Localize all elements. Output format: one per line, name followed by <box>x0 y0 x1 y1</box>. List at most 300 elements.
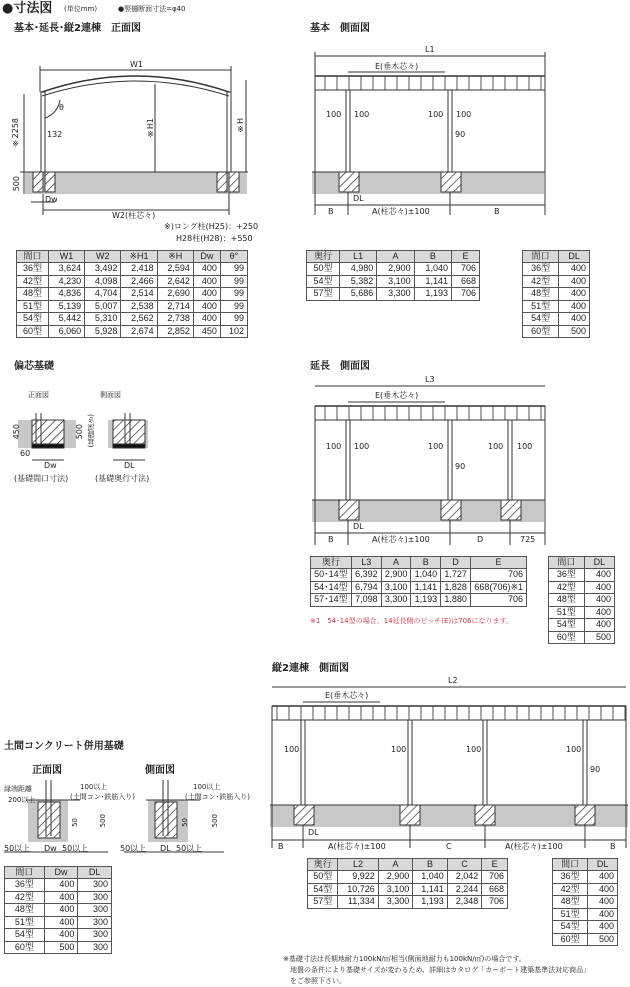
label-w2: W2(柱芯々) <box>112 211 156 220</box>
table-cell: 1,193 <box>411 594 441 607</box>
table-cell: 1,141 <box>414 275 451 288</box>
label-c: C <box>446 842 452 851</box>
table-row <box>553 883 618 896</box>
table-cell: 36型 <box>5 879 45 892</box>
table-cell: 3,100 <box>381 581 411 594</box>
table-cell: 99 <box>220 313 247 326</box>
table-cell: 2,244 <box>447 883 482 896</box>
table-row <box>553 921 618 934</box>
column-header: 奥行 <box>307 251 340 263</box>
table-cell: 10,726 <box>338 883 378 896</box>
table-row <box>5 929 112 942</box>
table-cell: 1,141 <box>411 581 441 594</box>
table-cell: 48型 <box>553 896 588 909</box>
table-cell: 3,100 <box>378 883 413 896</box>
label-dl: DL <box>160 844 171 853</box>
table-cell: 51型 <box>549 606 585 619</box>
table-cell: 5,928 <box>85 325 121 338</box>
dl-table-3 <box>552 858 618 946</box>
table-cell: 42型 <box>5 891 45 904</box>
column-header: L2 <box>338 859 378 871</box>
table-cell: 500 <box>559 325 590 338</box>
table-cell: 50型 <box>307 263 340 276</box>
table-cell: 36型 <box>523 263 559 276</box>
side-double-title: 縦2連棟 側面図 <box>272 663 349 674</box>
column-header: ※H1 <box>121 251 157 263</box>
table-row <box>553 871 618 884</box>
table-row <box>553 896 618 909</box>
label-725: 725 <box>520 535 536 544</box>
table-row <box>553 908 618 921</box>
table-cell: 668 <box>452 275 480 288</box>
column-header: E <box>470 557 526 569</box>
table-cell: 1,040 <box>411 569 441 582</box>
side-caption: (基礎奥行寸法) <box>95 474 150 483</box>
label-500: 500 <box>211 814 219 828</box>
table-cell: 400 <box>584 569 614 582</box>
table-cell: 36型 <box>549 569 585 582</box>
table-cell: 50型 <box>308 871 338 884</box>
label-2258: ※2258 <box>11 118 20 148</box>
table-cell: 2,852 <box>157 325 193 338</box>
table-cell: 400 <box>584 606 614 619</box>
table-cell: 2,690 <box>157 288 193 301</box>
column-header: 間口 <box>17 251 49 263</box>
table-cell: 400 <box>559 288 590 301</box>
table-header-row <box>311 557 527 569</box>
table-cell: 400 <box>559 313 590 326</box>
label-dw: Dw <box>45 195 58 204</box>
table-cell: 102 <box>220 325 247 338</box>
table-cell: 54型 <box>17 313 49 326</box>
label-h: ※H <box>236 118 245 134</box>
table-cell: 6,794 <box>351 581 381 594</box>
table-cell: 300 <box>78 904 112 917</box>
table-cell: 300 <box>78 929 112 942</box>
table-cell: 1,141 <box>413 883 448 896</box>
label-500: 500 <box>99 814 107 828</box>
table-cell: 54型 <box>308 883 338 896</box>
table-row <box>523 263 590 276</box>
table-cell: 4,704 <box>85 288 121 301</box>
table-cell: 51型 <box>553 908 588 921</box>
table-cell: 2,900 <box>377 263 414 276</box>
table-cell: 60型 <box>5 941 45 954</box>
table-cell: 3,300 <box>377 288 414 301</box>
table-cell: 400 <box>588 921 618 934</box>
table-cell: 2,562 <box>121 313 157 326</box>
table-cell: 400 <box>193 263 220 276</box>
table-cell: 2,900 <box>378 871 413 884</box>
label-90: 90 <box>455 130 466 139</box>
table-cell: 400 <box>584 619 614 632</box>
table-row <box>308 896 508 909</box>
table-cell: 2,738 <box>157 313 193 326</box>
table-row <box>308 871 508 884</box>
table-cell: 60型 <box>549 631 585 644</box>
table-row <box>307 275 480 288</box>
edge-distance-value: 200以上 <box>8 796 36 804</box>
label-500: 500 <box>75 424 84 440</box>
table-cell: 400 <box>44 904 78 917</box>
table-cell: 6,392 <box>351 569 381 582</box>
slab-front-label: 正面図 <box>32 765 62 776</box>
table-cell: 1,727 <box>441 569 471 582</box>
table-row <box>523 325 590 338</box>
label-l1: L1 <box>425 45 435 54</box>
table-row <box>311 581 527 594</box>
table-row <box>549 619 615 632</box>
label-a: A(柱芯々)±100 <box>372 535 430 544</box>
table-cell: 500 <box>584 631 614 644</box>
column-header: DL <box>584 557 614 569</box>
table-row <box>549 606 615 619</box>
label-50: 50 <box>71 818 79 827</box>
label-50-over: 50以上 <box>120 844 147 853</box>
unit-label: (単位mm) <box>64 5 98 13</box>
column-header: W2 <box>85 251 121 263</box>
table-cell: 400 <box>44 879 78 892</box>
label-90: 90 <box>590 765 601 774</box>
slab-table <box>4 866 112 954</box>
rebar-note: (土間コン･鉄筋入り) <box>70 793 135 801</box>
table-cell: 668(706)※1 <box>470 581 526 594</box>
label-dw: Dw <box>44 844 57 853</box>
slab-foundation-drawing <box>4 780 224 852</box>
table-cell: 706 <box>452 263 480 276</box>
column-header: E <box>452 251 480 263</box>
table-cell: 3,492 <box>85 263 121 276</box>
table-cell: 54型 <box>523 313 559 326</box>
table-cell: 500 <box>44 941 78 954</box>
label-b: B <box>610 842 616 851</box>
column-header: L1 <box>339 251 376 263</box>
label-60: 60 <box>20 449 31 458</box>
table-cell: 99 <box>220 263 247 276</box>
label-a: A(柱芯々)±100 <box>328 842 386 851</box>
label-theta: θ <box>59 103 64 112</box>
table-cell: 99 <box>220 275 247 288</box>
front-caption: (基礎間口寸法) <box>14 474 69 483</box>
table-row <box>523 275 590 288</box>
table-row <box>17 300 248 313</box>
label-e: E(垂木芯々) <box>325 691 369 700</box>
table-cell: 3,300 <box>381 594 411 607</box>
column-header: 間口 <box>523 251 559 263</box>
column-header: 間口 <box>5 867 45 879</box>
table-cell: 400 <box>584 581 614 594</box>
table-cell: 4,836 <box>48 288 84 301</box>
table-cell: 1,193 <box>413 896 448 909</box>
table-row <box>549 569 615 582</box>
table-row <box>5 879 112 892</box>
table-cell: 300 <box>78 916 112 929</box>
column-header: Dw <box>44 867 78 879</box>
table-cell: 42型 <box>549 581 585 594</box>
page-title: ●寸法図 <box>2 1 53 16</box>
table-cell: 2,674 <box>121 325 157 338</box>
table-cell: 54型 <box>553 921 588 934</box>
label-50-over: 50以上 <box>4 844 31 853</box>
front-dimension-table <box>16 250 248 338</box>
table-cell: 5,382 <box>339 275 376 288</box>
table-cell: 5,442 <box>48 313 84 326</box>
table-cell: 400 <box>44 891 78 904</box>
label-100: 100 <box>326 110 342 119</box>
label-100: 100 <box>354 110 370 119</box>
table-cell: 2,714 <box>157 300 193 313</box>
label-100: 100 <box>391 745 407 754</box>
table-row <box>308 883 508 896</box>
table-cell: 400 <box>193 300 220 313</box>
label-132: 132 <box>47 130 63 139</box>
table-row <box>17 313 248 326</box>
table-row <box>307 288 480 301</box>
column-header: C <box>447 859 482 871</box>
table-row <box>523 300 590 313</box>
table-cell: 400 <box>193 313 220 326</box>
table-cell: 5,310 <box>85 313 121 326</box>
side-extension-drawing <box>312 386 545 545</box>
table-row <box>549 594 615 607</box>
table-row <box>5 916 112 929</box>
column-header: DL <box>78 867 112 879</box>
table-cell: 60型 <box>553 933 588 946</box>
table-cell: 3,300 <box>378 896 413 909</box>
table-header-row <box>17 251 248 263</box>
footnote-line-3: をご参照下さい。 <box>290 977 346 985</box>
table-cell: 48型 <box>549 594 585 607</box>
pipe-note: ●竪樋断面寸法=φ40 <box>118 5 186 13</box>
side-basic-table <box>306 250 480 301</box>
table-cell: 57型 <box>307 288 340 301</box>
table-cell: 668 <box>482 883 508 896</box>
label-100: 100 <box>517 442 533 451</box>
slab-title: 土間コンクリート併用基礎 <box>4 741 124 752</box>
table-cell: 2,514 <box>121 288 157 301</box>
footnote-line-1: ※基礎寸法は長期地耐力100kN/㎡相当(側面地耐力も100kN/㎡)の場合です。 <box>283 955 526 963</box>
table-cell: 54型 <box>5 929 45 942</box>
edge-distance-label: 縁端距離 <box>4 785 32 793</box>
table-cell: 54型 <box>307 275 340 288</box>
eccentric-title: 偏芯基礎 <box>14 361 54 372</box>
table-cell: 706 <box>452 288 480 301</box>
label-100: 100 <box>566 745 582 754</box>
table-row <box>549 581 615 594</box>
column-header: 奥行 <box>311 557 352 569</box>
eccentric-front-label: 正面図 <box>28 391 49 399</box>
column-header: A <box>377 251 414 263</box>
table-row <box>17 263 248 276</box>
table-cell: 400 <box>584 594 614 607</box>
table-header-row <box>549 557 615 569</box>
label-100: 100 <box>354 442 370 451</box>
column-header: B <box>414 251 451 263</box>
label-l2: L2 <box>448 676 458 685</box>
table-cell: 400 <box>193 275 220 288</box>
table-cell: 300 <box>78 941 112 954</box>
label-b: B <box>278 842 284 851</box>
table-cell: 42型 <box>553 883 588 896</box>
column-header: DL <box>588 859 618 871</box>
table-header-row <box>308 859 508 871</box>
column-header: DL <box>559 251 590 263</box>
label-l3: L3 <box>425 375 435 384</box>
table-cell: 51型 <box>523 300 559 313</box>
label-100: 100 <box>466 745 482 754</box>
table-cell: 51型 <box>5 916 45 929</box>
table-row <box>549 631 615 644</box>
table-cell: 48型 <box>5 904 45 917</box>
long-post-note: ※)ロング柱(H25)：+250 <box>164 222 259 231</box>
table-cell: 706 <box>482 871 508 884</box>
table-cell: 400 <box>588 908 618 921</box>
table-cell: 42型 <box>523 275 559 288</box>
column-header: ※H <box>157 251 193 263</box>
table-cell: 3,624 <box>48 263 84 276</box>
table-row <box>5 891 112 904</box>
table-cell: 4,098 <box>85 275 121 288</box>
over-100-label: 100以上 <box>80 783 108 791</box>
column-header: A <box>381 557 411 569</box>
label-100: 100 <box>456 110 472 119</box>
table-cell: 300 <box>78 879 112 892</box>
side-basic-drawing <box>312 52 545 215</box>
table-cell: 400 <box>588 871 618 884</box>
table-cell: 500 <box>588 933 618 946</box>
table-cell: 2,418 <box>121 263 157 276</box>
table-cell: 3,100 <box>377 275 414 288</box>
rebar-note: (土間コン･鉄筋入り) <box>185 793 250 801</box>
table-cell: 51型 <box>17 300 49 313</box>
table-cell: 57型 <box>308 896 338 909</box>
label-b: B <box>328 207 334 216</box>
table-cell: 706 <box>470 594 526 607</box>
table-cell: 706 <box>470 569 526 582</box>
table-cell: 42型 <box>17 275 49 288</box>
label-depth: (基礎深さ) <box>87 414 95 448</box>
label-100: 100 <box>428 110 444 119</box>
label-b: B <box>328 535 334 544</box>
table-cell: 60型 <box>523 325 559 338</box>
table-cell: 2,642 <box>157 275 193 288</box>
table-cell: 400 <box>559 275 590 288</box>
label-d: D <box>477 535 484 544</box>
table-header-row <box>523 251 590 263</box>
table-cell: 400 <box>193 288 220 301</box>
label-dl: DL <box>308 828 319 837</box>
label-50-over: 50以上 <box>176 844 203 853</box>
footnote-line-2: 地盤の条件により基礎サイズが変わるため、詳細はカタログ「カーポート建築基準法対応商品」 <box>290 966 591 974</box>
side-basic-title: 基本 側面図 <box>310 23 370 34</box>
table-cell: 4,230 <box>48 275 84 288</box>
table-cell: 57･14型 <box>311 594 352 607</box>
h28-post-note: H28柱(H28)：+550 <box>176 234 253 243</box>
column-header: B <box>413 859 448 871</box>
table-cell: 11,334 <box>338 896 378 909</box>
table-cell: 2,466 <box>121 275 157 288</box>
column-header: 間口 <box>549 557 585 569</box>
table-cell: 36型 <box>17 263 49 276</box>
column-header: 奥行 <box>308 859 338 871</box>
table-cell: 2,900 <box>381 569 411 582</box>
table-cell: 5,686 <box>339 288 376 301</box>
label-100: 100 <box>326 442 342 451</box>
table-cell: 1,040 <box>414 263 451 276</box>
column-header: L3 <box>351 557 381 569</box>
column-header: Dw <box>193 251 220 263</box>
label-100: 100 <box>428 442 444 451</box>
table-row <box>5 904 112 917</box>
table-cell: 1,193 <box>414 288 451 301</box>
dl-table-1 <box>522 250 590 338</box>
table-header-row <box>553 859 618 871</box>
side-double-drawing <box>270 687 628 848</box>
table-row <box>17 288 248 301</box>
label-100: 100 <box>488 442 504 451</box>
table-cell: 400 <box>559 263 590 276</box>
front-view-drawing <box>20 66 248 215</box>
table-cell: 2,538 <box>121 300 157 313</box>
table-row <box>311 569 527 582</box>
label-100: 100 <box>284 745 300 754</box>
label-dl: DL <box>124 461 135 470</box>
table-cell: 99 <box>220 288 247 301</box>
table-row <box>523 313 590 326</box>
label-dl: DL <box>353 522 364 531</box>
table-cell: 48型 <box>17 288 49 301</box>
table-cell: 54･14型 <box>311 581 352 594</box>
label-h1: ※H1 <box>146 118 155 139</box>
table-row <box>553 933 618 946</box>
table-cell: 1,828 <box>441 581 471 594</box>
column-header: 間口 <box>553 859 588 871</box>
table-cell: 2,042 <box>447 871 482 884</box>
side-ext-table <box>310 556 527 607</box>
table-row <box>17 325 248 338</box>
table-cell: 2,594 <box>157 263 193 276</box>
label-e: E(垂木芯々) <box>375 391 419 400</box>
label-a: A(柱芯々)±100 <box>372 207 430 216</box>
table-header-row <box>5 867 112 879</box>
column-header: D <box>441 557 471 569</box>
front-view-title: 基本･延長･縦2連棟 正面図 <box>14 23 141 34</box>
label-450: 450 <box>12 424 21 440</box>
label-500: 500 <box>12 176 21 192</box>
label-50-over: 50以上 <box>62 844 89 853</box>
label-90: 90 <box>455 462 466 471</box>
label-e: E(垂木芯々) <box>375 62 419 71</box>
table-cell: 1,880 <box>441 594 471 607</box>
column-header: A <box>378 859 413 871</box>
slab-side-label: 側面図 <box>145 765 175 776</box>
table-cell: 1,040 <box>413 871 448 884</box>
table-row <box>311 594 527 607</box>
table-cell: 2,348 <box>447 896 482 909</box>
table-cell: 6,060 <box>48 325 84 338</box>
table-cell: 99 <box>220 300 247 313</box>
table-cell: 400 <box>588 883 618 896</box>
table-cell: 4,980 <box>339 263 376 276</box>
eccentric-side-label: 側面図 <box>100 391 121 399</box>
side-double-table <box>307 858 508 909</box>
table-cell: 7,098 <box>351 594 381 607</box>
column-header: B <box>411 557 441 569</box>
table-cell: 400 <box>44 929 78 942</box>
table-row <box>5 941 112 954</box>
table-cell: 36型 <box>553 871 588 884</box>
over-100-label: 100以上 <box>193 783 221 791</box>
